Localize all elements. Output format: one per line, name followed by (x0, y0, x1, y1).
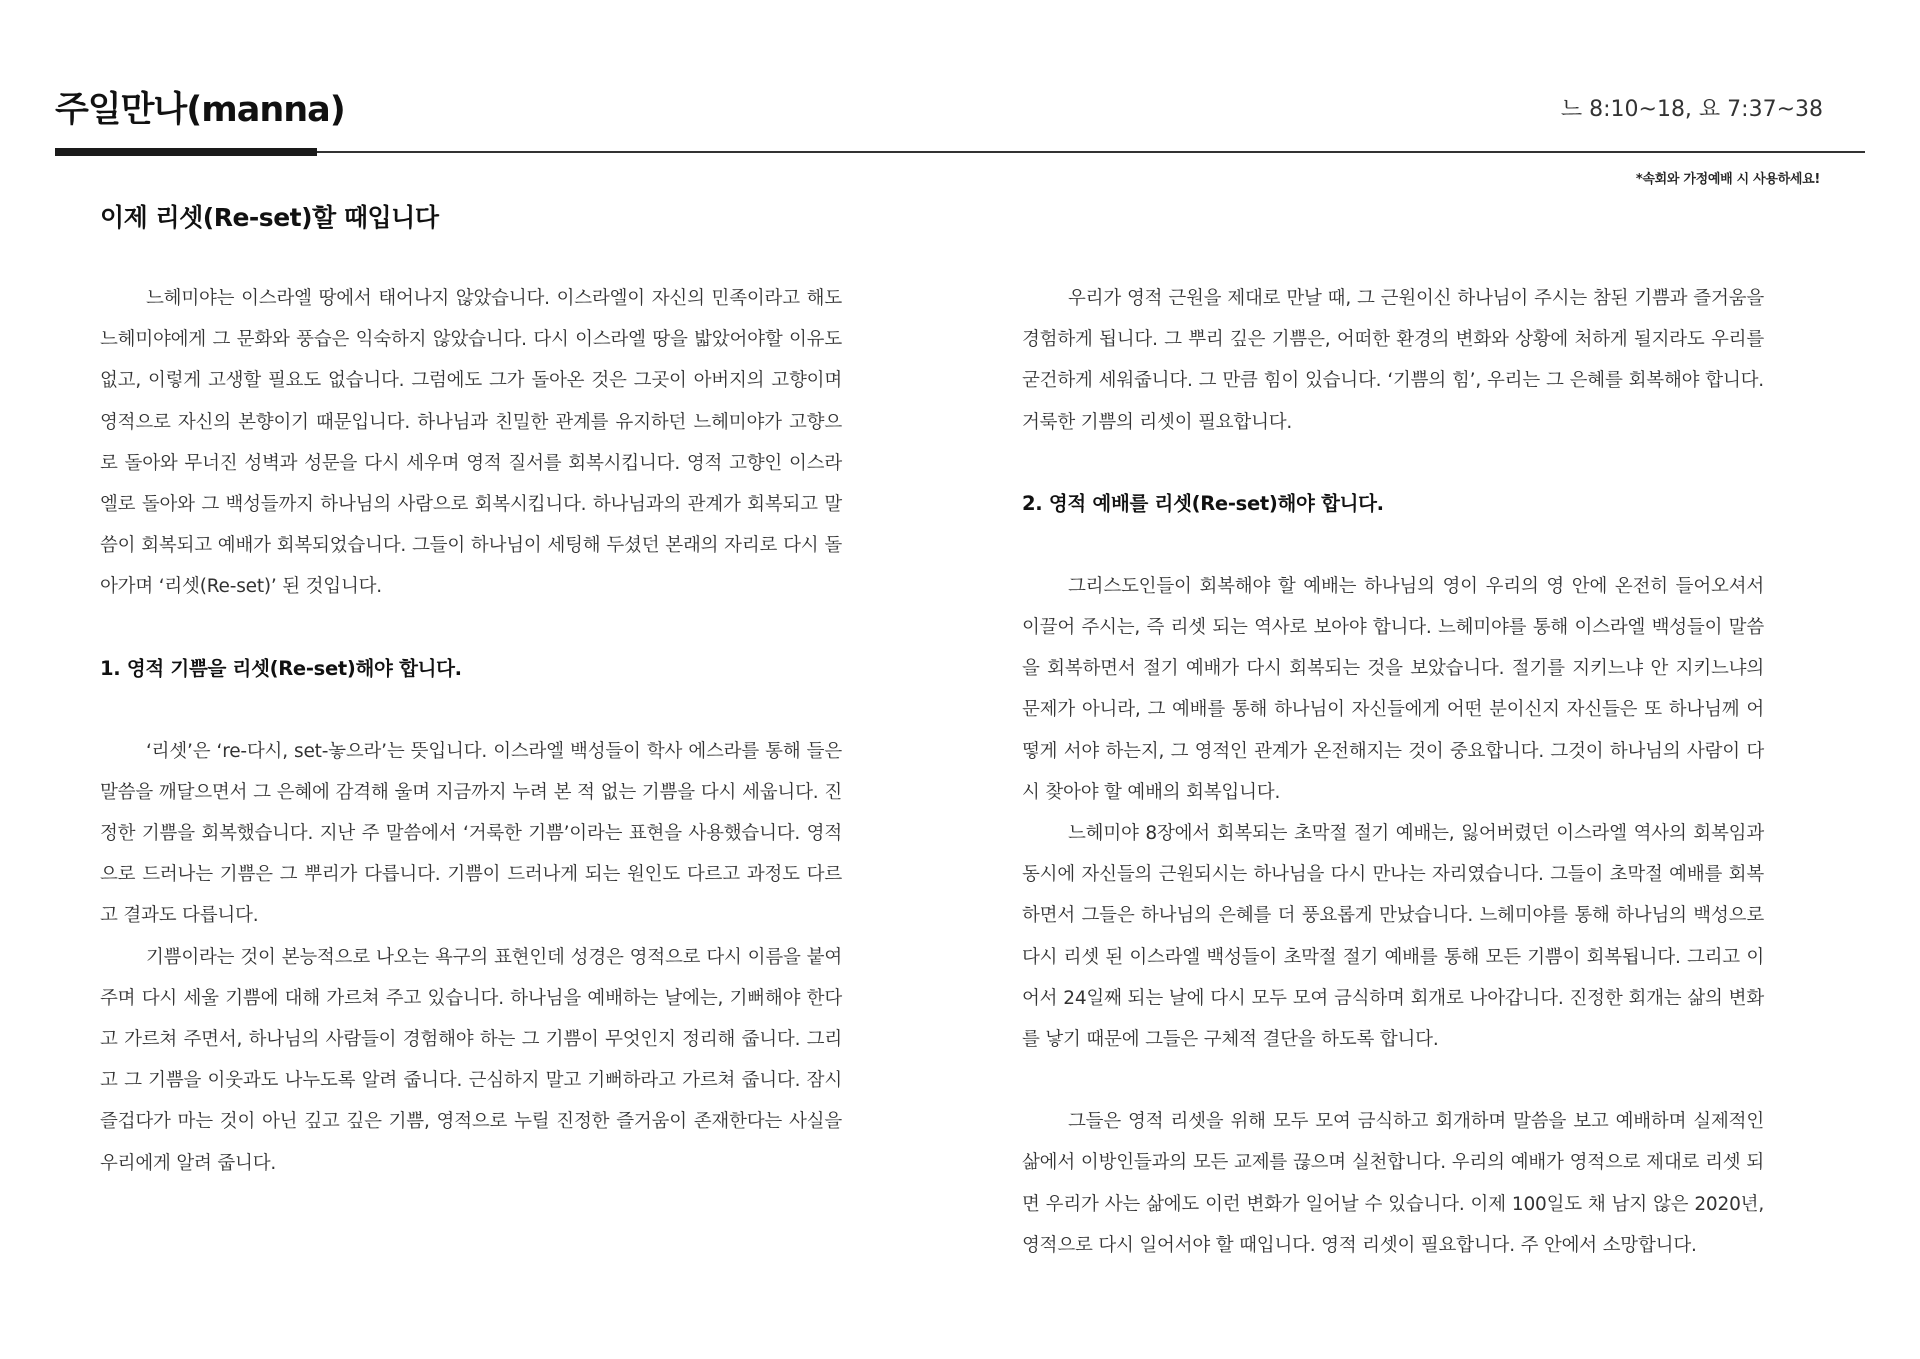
header-rule-thin (317, 151, 1865, 153)
right-column (1022, 278, 1764, 1266)
header-rule-thick (55, 148, 317, 156)
section2-heading: 2. 영적 예배를 리셋(Re-set)해야 합니다. (1022, 491, 1384, 515)
header-title: 주일만나(manna) (55, 90, 345, 130)
scripture-reference: 느 8:10~18, 요 7:37~38 (1560, 97, 1823, 122)
usage-note: *속회와 가정예배 시 사용하세요! (1635, 172, 1820, 187)
article-title: 이제 리셋(Re-set)할 때입니다 (100, 203, 439, 232)
section1-paragraph: ‘리셋’은 ‘re-다시, set-놓으라’는 뜻입니다. 이스라엘 백성들이 학사 에스라를 통해 들은 말씀을 깨달으면서 그 은혜에 감격해 울며 지금까지 누려 본 적 없는 기쁨을 다시 세웁니다. 진정한 기쁨을 회복했습니다. 지난 주 말씀에서 ‘거룩한 기쁨’이라는 표현을 사용했습니다. 영적으로 드러나는 기쁨은 그 뿌리가 다릅니다. 기쁨이 드러나게 되는 원인도 다르고 과정도 다르고 결과도 다릅니다. (100, 740, 842, 927)
section1-heading: 1. 영적 기쁨을 리셋(Re-set)해야 합니다. (100, 656, 462, 680)
section2-paragraph: 느헤미야 8장에서 회복되는 초막절 절기 예배는, 잃어버렸던 이스라엘 역사의 회복임과 동시에 자신들의 근원되시는 하나님을 다시 만나는 자리였습니다. 그들이 초막절 예배를 회복하면서 그들은 하나님의 은혜를 더 풍요롭게 만났습니다. 느헤미야를 통해 하나님의 백성으로 다시 리셋 된 이스라엘 백성들이 초막절 절기 예배를 통해 모든 기쁨이 회복됩니다. 그리고 이어서 24일째 되는 날에 다시 모두 모여 금식하며 회개로 나아갑니다. 진정한 회개는 삶의 변화를 낳기 때문에 그들은 구체적 결단을 하도록 합니다. (1022, 823, 1764, 1051)
section2-paragraph: 그리스도인들이 회복해야 할 예배는 하나님의 영이 우리의 영 안에 온전히 들어오셔서 이끌어 주시는, 즉 리셋 되는 역사로 보아야 합니다. 느헤미야를 통해 이스라엘 백성들이 말씀을 회복하면서 절기 예배가 다시 회복되는 것을 보았습니다. 절기를 지키느냐 안 지키느냐의 문제가 아니라, 그 예배를 통해 하나님이 자신들에게 어떤 분이신지 자신들은 또 하나님께 어떻게 서야 하는지, 그 영적인 관계가 온전해지는 것이 중요합니다. 그것이 하나님의 사람이 다시 찾아야 할 예배의 회복입니다. (1022, 575, 1764, 803)
left-column (100, 278, 842, 1184)
intro-paragraph: 느헤미야는 이스라엘 땅에서 태어나지 않았습니다. 이스라엘이 자신의 민족이라고 해도 느헤미야에게 그 문화와 풍습은 익숙하지 않았습니다. 다시 이스라엘 땅을 밟았어야할 이유도 없고, 이렇게 고생할 필요도 없습니다. 그럼에도 그가 돌아온 것은 그곳이 아버지의 고향이며 영적으로 자신의 본향이기 때문입니다. 하나님과 친밀한 관계를 유지하던 느헤미야가 고향으로 돌아와 무너진 성벽과 성문을 다시 세우며 영적 질서를 회복시킵니다. 영적 고향인 이스라엘로 돌아와 그 백성들까지 하나님의 사람으로 회복시킵니다. 하나님과의 관계가 회복되고 말씀이 회복되고 예배가 회복되었습니다. 그들이 하나님이 세팅해 두셨던 본래의 자리로 다시 돌아가며 ‘리셋(Re-set)’ 된 것입니다. (100, 288, 842, 598)
section2-paragraph: 그들은 영적 리셋을 위해 모두 모여 금식하고 회개하며 말씀을 보고 예배하며 실제적인 삶에서 이방인들과의 모든 교제를 끊으며 실천합니다. 우리의 예배가 영적으로 제대로 리셋 되면 우리가 사는 삶에도 이런 변화가 일어날 수 있습니다. 이제 100일도 채 남지 않은 2020년, 영적으로 다시 일어서야 할 때입니다. 영적 리셋이 필요합니다. 주 안에서 소망합니다. (1022, 1111, 1764, 1256)
section1-paragraph: 우리가 영적 근원을 제대로 만날 때, 그 근원이신 하나님이 주시는 참된 기쁨과 즐거움을 경험하게 됩니다. 그 뿌리 깊은 기쁨은, 어떠한 환경의 변화와 상황에 처하게 될지라도 우리를 굳건하게 세워줍니다. 그 만큼 힘이 있습니다. ‘기쁨의 힘’, 우리는 그 은혜를 회복해야 합니다. 거룩한 기쁨의 리셋이 필요합니다. (1022, 288, 1764, 433)
section1-paragraph: 기쁨이라는 것이 본능적으로 나오는 욕구의 표현인데 성경은 영적으로 다시 이름을 붙여 주며 다시 세울 기쁨에 대해 가르쳐 주고 있습니다. 하나님을 예배하는 날에는, 기뻐해야 한다고 가르쳐 주면서, 하나님의 사람들이 경험해야 하는 그 기쁨이 무엇인지 정리해 줍니다. 그리고 그 기쁨을 이웃과도 나누도록 알려 줍니다. 근심하지 말고 기뻐하라고 가르쳐 줍니다. 잠시 즐겁다가 마는 것이 아닌 깊고 깊은 기쁨, 영적으로 누릴 진정한 즐거움이 존재한다는 사실을 우리에게 알려 줍니다. (100, 946, 842, 1174)
